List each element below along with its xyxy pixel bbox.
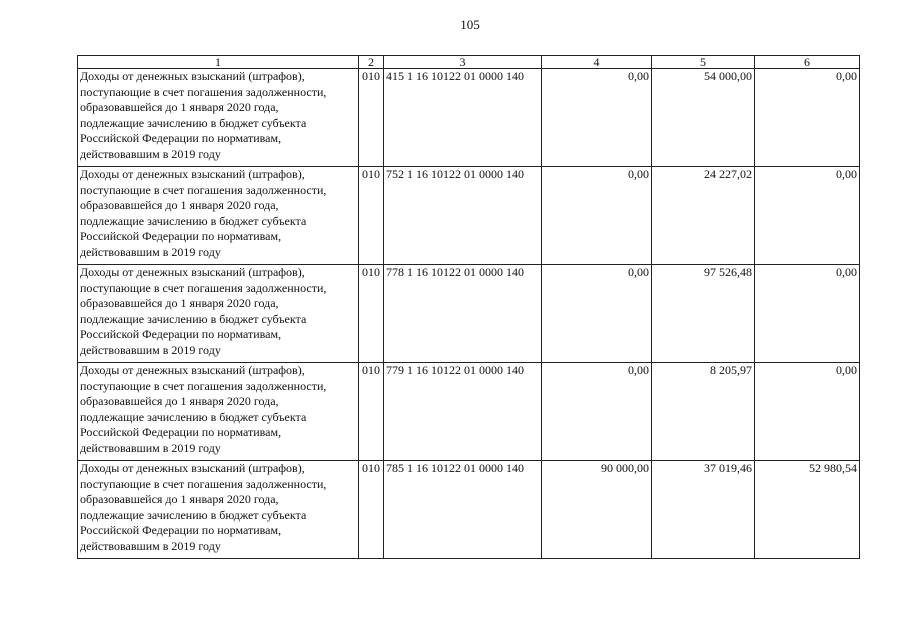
col5-amount-cell: 37 019,46: [652, 461, 755, 559]
income-name-line: действовавшим в 2019 году: [80, 146, 221, 161]
line-code-cell: 010: [359, 167, 384, 265]
col5-amount-cell: 24 227,02: [652, 167, 755, 265]
table-row: [78, 265, 860, 363]
income-name-cell: [78, 265, 359, 363]
col4-amount-cell: 90 000,00: [542, 461, 652, 559]
income-name-line: поступающие в счет погашения задолженности,: [80, 476, 327, 491]
line-code-cell: 010: [359, 461, 384, 559]
income-name-line: поступающие в счет погашения задолженности,: [80, 378, 327, 393]
income-name-cell: [78, 167, 359, 265]
table-row: [78, 167, 860, 265]
income-name-line: Российской Федерации по нормативам,: [80, 425, 282, 440]
header-col-3: 3: [384, 56, 542, 69]
income-name-line: Российской Федерации по нормативам,: [80, 229, 282, 244]
income-name-line: образовавшейся до 1 января 2020 года,: [80, 492, 279, 507]
budget-classification-code-cell: 785 1 16 10122 01 0000 140: [384, 461, 542, 559]
income-name-line: Доходы от денежных взысканий (штрафов),: [80, 265, 305, 279]
income-name-cell: [78, 69, 359, 167]
income-name-line: подлежащие зачислению в бюджет субъекта: [80, 311, 307, 326]
col4-amount-cell: 0,00: [542, 69, 652, 167]
col4-amount-cell: 0,00: [542, 167, 652, 265]
header-col-1: 1: [78, 56, 359, 69]
income-name-line: Российской Федерации по нормативам,: [80, 523, 282, 538]
table-row: [78, 461, 860, 559]
income-name-line: образовавшейся до 1 января 2020 года,: [80, 198, 279, 213]
income-name-line: образовавшейся до 1 января 2020 года,: [80, 100, 279, 115]
income-name-line: подлежащие зачислению в бюджет субъекта: [80, 507, 307, 522]
table-row: [78, 69, 860, 167]
income-name-line: образовавшейся до 1 января 2020 года,: [80, 296, 279, 311]
income-name-line: образовавшейся до 1 января 2020 года,: [80, 394, 279, 409]
income-name-line: подлежащие зачислению в бюджет субъекта: [80, 409, 307, 424]
col6-amount-cell: 0,00: [755, 69, 860, 167]
header-col-4: 4: [542, 56, 652, 69]
income-name-line: подлежащие зачислению в бюджет субъекта: [80, 115, 307, 130]
header-row: [78, 56, 860, 69]
income-name-line: подлежащие зачислению в бюджет субъекта: [80, 213, 307, 228]
income-name-line: поступающие в счет погашения задолженности,: [80, 182, 327, 197]
income-name-line: поступающие в счет погашения задолженности,: [80, 280, 327, 295]
col6-amount-cell: 0,00: [755, 265, 860, 363]
col4-amount-cell: 0,00: [542, 363, 652, 461]
income-name-line: Российской Федерации по нормативам,: [80, 327, 282, 342]
header-col-5: 5: [652, 56, 755, 69]
income-name-cell: [78, 363, 359, 461]
report-table: [77, 55, 860, 559]
header-col-6: 6: [755, 56, 860, 69]
col5-amount-cell: 54 000,00: [652, 69, 755, 167]
col6-amount-cell: 0,00: [755, 363, 860, 461]
income-name-line: действовавшим в 2019 году: [80, 244, 221, 259]
col6-amount-cell: 52 980,54: [755, 461, 860, 559]
line-code-cell: 010: [359, 363, 384, 461]
income-name-line: поступающие в счет погашения задолженности,: [80, 84, 327, 99]
table-row: [78, 363, 860, 461]
income-name-line: действовавшим в 2019 году: [80, 342, 221, 357]
header-col-2: 2: [359, 56, 384, 69]
income-name-line: Доходы от денежных взысканий (штрафов),: [80, 69, 305, 83]
income-name-line: Доходы от денежных взысканий (штрафов),: [80, 461, 305, 475]
budget-classification-code-cell: 778 1 16 10122 01 0000 140: [384, 265, 542, 363]
col4-amount-cell: 0,00: [542, 265, 652, 363]
budget-classification-code-cell: 779 1 16 10122 01 0000 140: [384, 363, 542, 461]
income-name-line: действовавшим в 2019 году: [80, 538, 221, 553]
income-name-cell: [78, 461, 359, 559]
line-code-cell: 010: [359, 69, 384, 167]
income-name-line: Доходы от денежных взысканий (штрафов),: [80, 363, 305, 377]
col5-amount-cell: 97 526,48: [652, 265, 755, 363]
budget-classification-code-cell: 752 1 16 10122 01 0000 140: [384, 167, 542, 265]
income-name-line: Российской Федерации по нормативам,: [80, 131, 282, 146]
line-code-cell: 010: [359, 265, 384, 363]
budget-classification-code-cell: 415 1 16 10122 01 0000 140: [384, 69, 542, 167]
income-name-line: действовавшим в 2019 году: [80, 440, 221, 455]
col5-amount-cell: 8 205,97: [652, 363, 755, 461]
col6-amount-cell: 0,00: [755, 167, 860, 265]
income-name-line: Доходы от денежных взысканий (штрафов),: [80, 167, 305, 181]
page-number: 105: [460, 17, 480, 32]
